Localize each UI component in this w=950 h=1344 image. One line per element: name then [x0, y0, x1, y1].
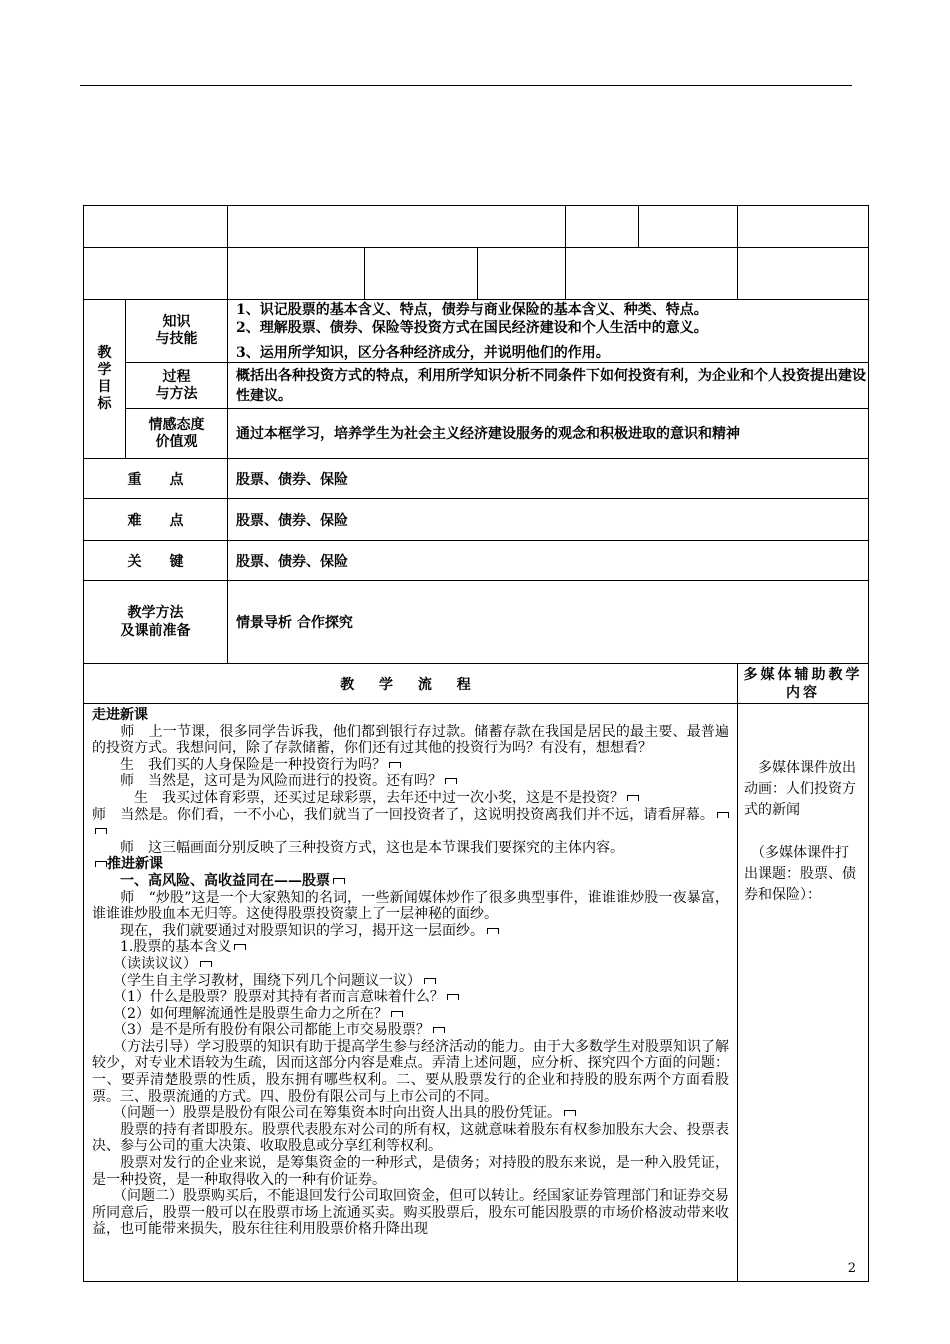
flow-content [84, 704, 738, 1282]
key-point-row [84, 459, 869, 499]
key-value: 股票、债券、保险 [228, 541, 869, 581]
method-value: 情景导析 合作探究 [228, 581, 869, 664]
flow-paragraph: （1）什么是股票？股票对其持有者而言意味着什么？ [92, 989, 729, 1006]
knowledge-label: 知识 与技能 [126, 300, 228, 363]
flow-paragraph: 1.股票的基本含义 [92, 939, 729, 956]
objective-process-row [84, 363, 869, 409]
flow-paragraph: 师 上一节课，很多同学告诉我，他们都到银行存过款。储蓄存款在我国是居民的最主要、最普遍的投资方式。我想问问，除了存款储蓄，你们还有过其他的投资行为吗？有没有，想想看？ [92, 723, 730, 757]
key-row [84, 541, 869, 581]
objective-knowledge-row [84, 300, 869, 363]
flow-paragraph: （学生自主学习教材，围绕下列几个问题议一议） [92, 973, 729, 990]
section-heading: 一、高风险、高收益同在——股票 [92, 873, 729, 890]
process-content: 概括出各种投资方式的特点，利用所学知识分析不同条件下如何投资有利，为企业和个人投资提出建设性建议。 [228, 363, 869, 409]
flow-paragraph: 师 当然是，这可是为风险而进行的投资。还有吗？ [92, 773, 729, 790]
flow-paragraph: 师 这三幅画面分别反映了三种投资方式，这也是本节课我们要探究的主体内容。 [92, 839, 624, 856]
lesson-plan-table [83, 205, 869, 1282]
flow-paragraph: 现在，我们就要通过对股票知识的学习，揭开这一层面纱。 [92, 923, 729, 940]
multimedia-note: （多媒体课件打出课题：股票、债券和保险）： [744, 845, 857, 903]
page-number: 2 [847, 1261, 857, 1276]
flow-content-row [84, 704, 869, 1282]
emotion-content: 通过本框学习，培养学生为社会主义经济建设服务的观念和积极进取的意识和精神 [228, 409, 869, 459]
method-row [84, 581, 869, 664]
key-point-value: 股票、债券、保险 [228, 459, 869, 499]
key-point-label: 重 点 [84, 459, 228, 499]
header-rule [80, 85, 852, 86]
flow-paragraph: （3）是不是所有股份有限公司都能上市交易股票？ [92, 1022, 729, 1039]
blank-header-row-1 [84, 206, 869, 248]
flow-header: 教 学 流 程 [84, 664, 738, 704]
difficulty-row [84, 499, 869, 541]
flow-header-row [84, 664, 869, 704]
flow-paragraph: 师 “炒股”这是一个大家熟知的名词，一些新闻媒体炒作了很多典型事件，谁谁谁炒股一夜暴富，谁谁谁炒股血本无归等。这使得股票投资蒙上了一层神秘的面纱。 [92, 889, 730, 923]
process-label: 过程 与方法 [126, 363, 228, 409]
flow-paragraph: 师 当然是。你们看，一不小心，我们就当了一回投资者了，这说明投资离我们并不远，请看屏幕。 [92, 807, 729, 840]
multimedia-header: 多媒体辅助教学内容 [738, 664, 869, 704]
section-heading: 走进新课 [92, 707, 148, 723]
multimedia-content [738, 704, 869, 1282]
difficulty-label: 难 点 [84, 499, 228, 541]
flow-paragraph: 生 我们买的人身保险是一种投资行为吗？ [92, 757, 729, 774]
flow-paragraph: 生 我买过体育彩票，还买过足球彩票，去年还中过一次小奖，这是不是投资？ [92, 790, 729, 807]
flow-paragraph: （读读议议） [92, 956, 729, 973]
objective-emotion-row [84, 409, 869, 459]
flow-paragraph: （问题一）股票是股份有限公司在筹集资本时向出资人出具的股份凭证。 [92, 1105, 729, 1122]
flow-paragraph: （方法引导）学习股票的知识有助于提高学生参与经济活动的能力。由于大多数学生对股票知识了解较少，对专业术语较为生疏，因而这部分内容是难点。弄清上述问题，应分析、探究四个方面的问题：一、要弄清楚股票的性质，股东拥有哪些权利。二、要从股票发行的企业和持股的股东两个方面看股票。三、股票流通的方式。四、股份有限公司与上市公司的不同。 [92, 1038, 730, 1105]
flow-paragraph: （问题二）股票购买后，不能退回发行公司取回资金，但可以转让。经国家证券管理部门和证券交易所同意后，股票一般可以在股票市场上流通买卖。购买股票后，股东可能因股票的市场价格波动带来收益，也可能带来损失，股东往往利用股票价格升降出现 [92, 1188, 730, 1238]
objectives-label: 教学目标 [84, 300, 126, 459]
flow-paragraph: 股票的持有者即股东。股票代表股东对公司的所有权，这就意味着股东有权参加股东大会、投票表决、参与公司的重大决策、收取股息或分享红利等权利。 [92, 1121, 730, 1155]
knowledge-content: 1、识记股票的基本含义、特点，债券与商业保险的基本含义、种类、特点。 2、理解股票、债券、保险等投资方式在国民经济建设和个人生活中的意义。 3、运用所学知识，区分各种经济成分，并说明他们的作用。 [228, 300, 869, 363]
flow-paragraph: （2）如何理解流通性是股票生命力之所在？ [92, 1006, 729, 1023]
emotion-label: 情感态度 价值观 [126, 409, 228, 459]
section-heading: 推进新课 [92, 856, 729, 873]
blank-header-row-2 [84, 248, 869, 300]
flow-paragraph: 股票对发行的企业来说，是筹集资金的一种形式，是债务；对持股的股东来说，是一种入股凭证，是一种投资，是一种取得收入的一种有价证券。 [92, 1155, 730, 1188]
multimedia-note: 多媒体课件放出动画：人们投资方式的新闻 [744, 760, 857, 818]
key-label: 关 键 [84, 541, 228, 581]
difficulty-value: 股票、债券、保险 [228, 499, 869, 541]
method-label: 教学方法 及课前准备 [84, 581, 228, 664]
